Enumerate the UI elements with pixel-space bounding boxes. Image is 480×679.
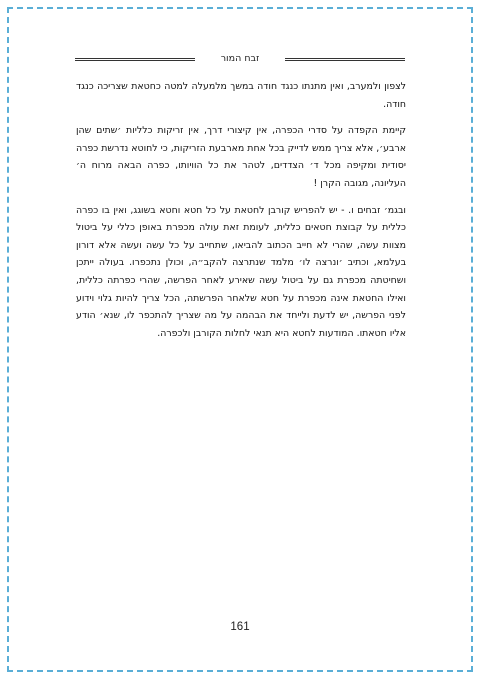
page-number: 161 [230, 621, 250, 633]
running-header [75, 52, 405, 66]
header-rule-right [285, 58, 405, 61]
paragraph-1: לצפון ולמערב, ואין מתנתו כנגד חודה במשך מלמעלה למטה כחטאת שצריכה כנגד חודה. [76, 81, 406, 110]
paragraph-3: ובגמ׳ זבחים ו. - יש להפריש קורבן לחטאת על כל חטא וחטא בשוגג, ואין בו כפרה כללית על קבוצת חטאים כללית, לעומת זאת עולה מכפרת באופן כללי על ביטול מצוות עשה, שהרי לא חייב הכתוב להביאו, שתחייב על כל עשה ועשה אלא דורון בעלמא, וכתיב ׳ונרצה לו׳ מלמד שנתרצה להקב״ה, וכולן נתכפרו. בעולה ייתכן ושחיטתה מכפרת גם על ביטול עשה שאירע לאחר הפרשה, שהרי כפרתה כללית, ואילו החטאת אינה מכפרת על חטא שלאחר הפרשתה, הכל צריך להיות גלוי וידוע לפני הפרשה, יש לדעת ולייחד את הבהמה על מה שצריך להתכפר לו, שנא׳ הודע אליו חטאתו. המודעות לחטא היא תנאי לחלות הקורבן ולכפרה. [76, 204, 406, 339]
header-title: זבח המור [220, 53, 260, 64]
paragraph-2: קיימת הקפדה על סדרי הכפרה, אין קיצורי דרך, אין זריקות כלליות ׳שתים שהן ארבע׳, אלא צריך ממש לדייק בכל אחת מארבעת הזריקות, כי לחוטא נדרשת כפרה יסודית ומקיפה מכל ד׳ הצדדים, לטהר את כל הוויותו, כפרה הבאה מרוח ה׳ העליונה, מגובה הקרן ! [76, 125, 406, 189]
body-text [76, 78, 406, 351]
